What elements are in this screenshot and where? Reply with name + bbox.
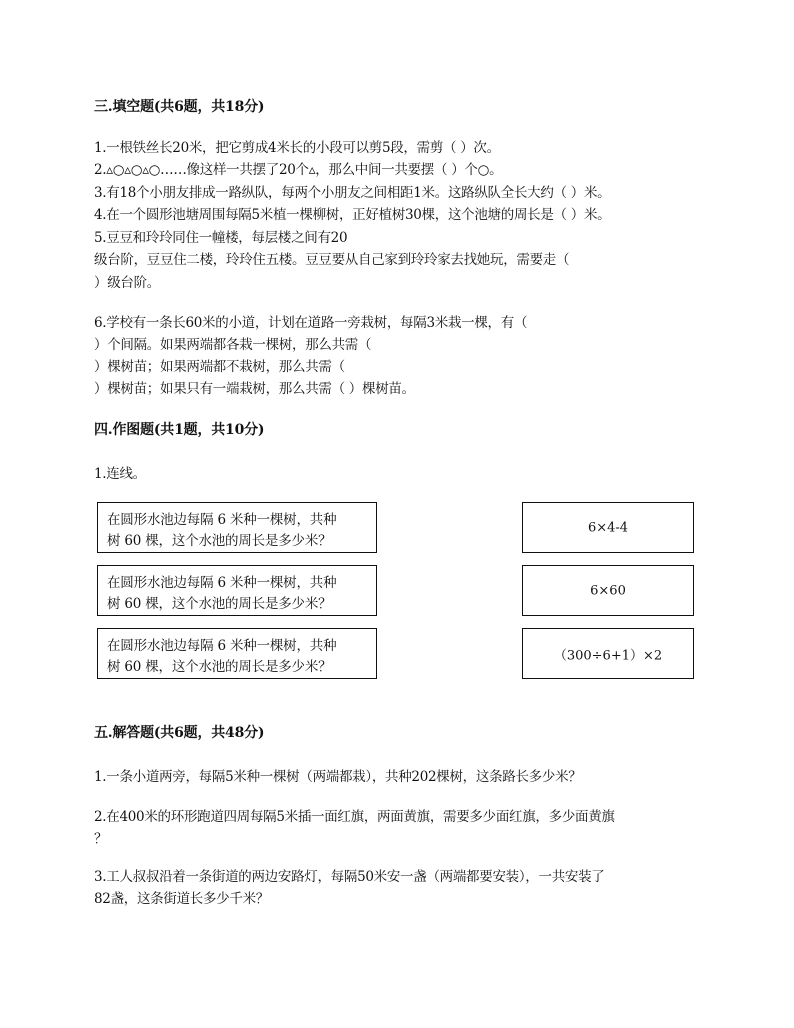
right-match-expression: 6×60 (590, 583, 626, 598)
question-3-6-line2: ）个间隔。如果两端都各栽一棵树，那么共需（ (94, 337, 372, 353)
left-match-box-line: 树 60 棵，这个水池的周长是多少米？ (107, 596, 332, 612)
question-5-2-line1: 2.在400米的环形跑道四周每隔5米插一面红旗，两面黄旗，需要多少面红旗，多少面黄旗 (94, 809, 615, 825)
question-3-6-line1: 6.学校有一条长60米的小道，计划在道路一旁栽树，每隔3米栽一棵，有（ (94, 315, 528, 331)
question-5-1: 1.一条小道两旁，每隔5米种一棵树（两端都栽），共种202棵树，这条路长多少米？ (94, 769, 582, 785)
left-match-box-line: 树 60 棵，这个水池的周长是多少米？ (107, 533, 332, 549)
question-5-3-line1: 3.工人叔叔沿着一条街道的两边安路灯，每隔50米安一盏（两端都要安装），一共安装了 (94, 869, 605, 885)
left-match-box-text (107, 573, 336, 615)
question-3-2: 2.▵○▵○▵○……像这样一共摆了20个▵，那么中间一共要摆（ ）个○。 (94, 162, 503, 178)
right-match-box-3[interactable] (522, 628, 694, 679)
question-3-5-line1: 5.豆豆和玲玲同住一幢楼，每层楼之间有20 (94, 230, 348, 246)
question-3-1: 1.一根铁丝长20米，把它剪成4米长的小段可以剪5段，需剪（ ）次。 (94, 140, 500, 156)
left-match-box-3[interactable] (97, 628, 377, 679)
left-match-box-line: 在圆形水池边每隔 6 米种一棵树，共种 (107, 638, 337, 654)
question-3-6-line4: ）棵树苗；如果只有一端栽树，那么共需（ ）棵树苗。 (94, 381, 415, 397)
question-3-6-line3: ）棵树苗；如果两端都不栽树，那么共需（ (94, 359, 345, 375)
left-match-box-line: 树 60 棵，这个水池的周长是多少米？ (107, 659, 332, 675)
left-match-box-line: 在圆形水池边每隔 6 米种一棵树，共种 (107, 575, 337, 591)
question-5-3-line2: 82盏，这条街道长多少千米？ (94, 891, 269, 907)
right-match-expression: 6×4-4 (587, 520, 629, 535)
question-3-4: 4.在一个圆形池塘周围每隔5米植一棵柳树，正好植树30棵，这个池塘的周长是（ ）米。 (94, 207, 611, 223)
question-5-2-line2: ？ (94, 831, 108, 847)
right-match-expression: （300÷6+1）×2 (553, 648, 663, 663)
question-3-5-line2: 级台阶，豆豆住二楼，玲玲住五楼。豆豆要从自己家到玲玲家去找她玩，需要走（ (94, 252, 570, 268)
question-3-5-line3: ）级台阶。 (94, 275, 160, 291)
section-4-heading: 四.作图题(共1题，共10分) (94, 422, 265, 438)
left-match-box-1[interactable] (97, 502, 377, 553)
question-4-1: 1.连线。 (94, 466, 146, 482)
left-match-box-line: 在圆形水池边每隔 6 米种一棵树，共种 (107, 512, 337, 528)
section-5-heading: 五.解答题(共6题，共48分) (94, 725, 265, 741)
question-3-3: 3.有18个小朋友排成一路纵队，每两个小朋友之间相距1米。这路纵队全长大约（ ）米。 (94, 185, 611, 201)
left-match-box-text (107, 510, 336, 552)
left-match-box-2[interactable] (97, 565, 377, 616)
right-match-box-2[interactable] (522, 565, 694, 616)
right-match-box-1[interactable] (522, 502, 694, 553)
section-3-heading: 三.填空题(共6题，共18分) (94, 99, 265, 115)
left-match-box-text (107, 636, 336, 678)
